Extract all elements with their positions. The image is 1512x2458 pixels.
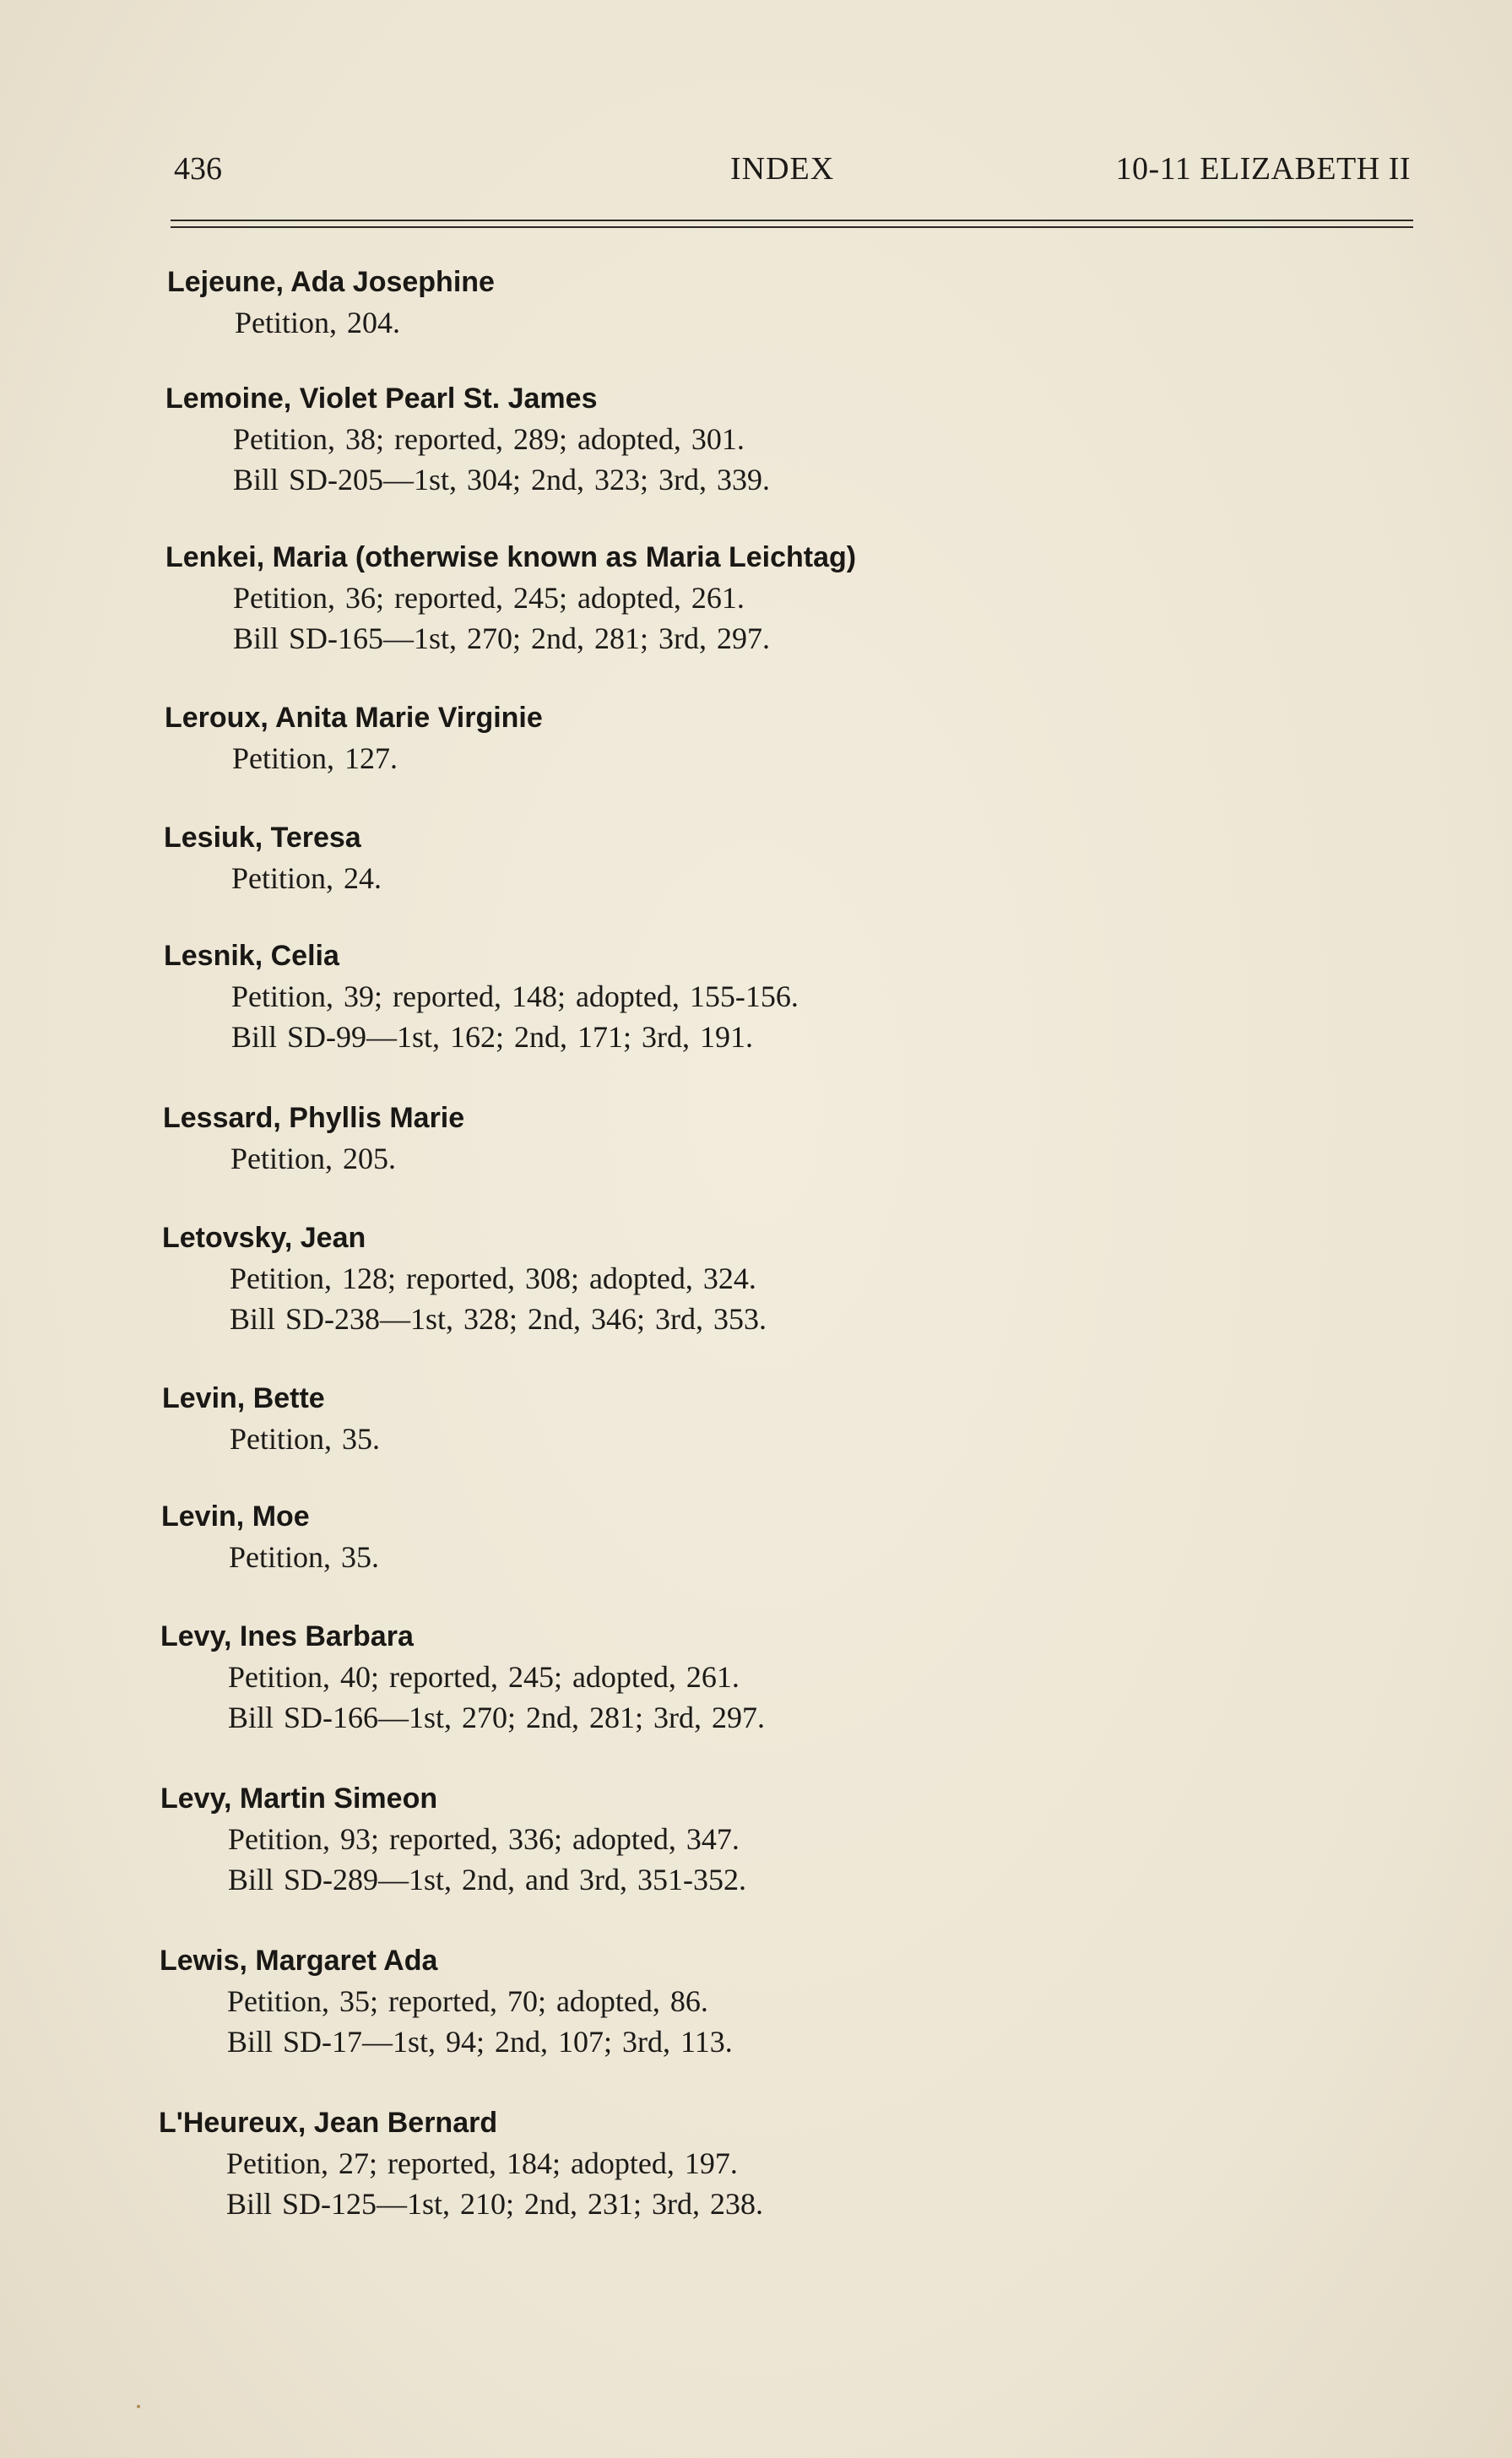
entry-name: Lessard, Phyllis Marie [163, 1102, 465, 1134]
entry-line: Petition, 27; reported, 184; adopted, 197. [226, 2146, 738, 2180]
entry-line: Petition, 35; reported, 70; adopted, 86. [227, 1984, 708, 2018]
index-entry [165, 537, 856, 659]
entry-line: Bill SD-165—1st, 270; 2nd, 281; 3rd, 297. [233, 621, 771, 655]
entry-line: Petition, 205. [230, 1142, 397, 1175]
index-entry [160, 1616, 765, 1738]
section-title: INDEX [730, 151, 835, 187]
paper-speck [137, 2405, 140, 2408]
header-rule-bottom [171, 226, 1413, 228]
entry-name: Lejeune, Ada Josephine [167, 266, 495, 298]
entry-line: Bill SD-205—1st, 304; 2nd, 323; 3rd, 339. [233, 463, 771, 496]
index-entry [161, 1496, 379, 1577]
index-entry [167, 262, 495, 343]
entry-line: Petition, 93; reported, 336; adopted, 347. [228, 1822, 740, 1856]
index-entry [160, 1940, 733, 2062]
entry-name: L'Heureux, Jean Bernard [159, 2107, 498, 2139]
entry-name: Lesnik, Celia [164, 940, 339, 972]
index-entry [164, 817, 382, 898]
index-entry [160, 1778, 746, 1900]
entry-name: Lesiuk, Teresa [164, 822, 361, 854]
page-number: 436 [174, 151, 222, 187]
entry-line: Bill SD-17—1st, 94; 2nd, 107; 3rd, 113. [227, 2025, 733, 2059]
entry-name: Levin, Moe [161, 1500, 310, 1533]
index-entry [165, 378, 770, 500]
entry-line: Petition, 24. [231, 861, 382, 895]
entry-name: Levin, Bette [162, 1382, 325, 1414]
entry-line: Petition, 39; reported, 148; adopted, 155-156. [231, 979, 799, 1013]
index-entry [162, 1218, 767, 1339]
volume-title: 10-11 ELIZABETH II [1115, 151, 1411, 187]
index-entry [162, 1378, 380, 1459]
index-entry [165, 697, 543, 779]
entry-line: Petition, 204. [235, 306, 401, 339]
entry-line: Bill SD-125—1st, 210; 2nd, 231; 3rd, 238. [226, 2187, 764, 2221]
entry-line: Petition, 38; reported, 289; adopted, 301. [233, 422, 745, 456]
entry-line: Petition, 127. [232, 741, 398, 775]
entry-name: Lenkei, Maria (otherwise known as Maria Leichtag) [165, 541, 857, 573]
entry-name: Levy, Martin Simeon [160, 1782, 438, 1815]
entry-line: Petition, 40; reported, 245; adopted, 261. [228, 1660, 740, 1694]
entry-name: Leroux, Anita Marie Virginie [165, 702, 543, 734]
index-entry [164, 936, 799, 1057]
entry-name: Letovsky, Jean [162, 1222, 366, 1254]
header-rule-top [171, 220, 1413, 221]
index-entry [163, 1098, 464, 1179]
entry-line: Petition, 35. [229, 1540, 380, 1574]
entry-name: Lemoine, Violet Pearl St. James [165, 383, 598, 415]
entry-line: Bill SD-99—1st, 162; 2nd, 171; 3rd, 191. [231, 1020, 754, 1054]
entry-name: Levy, Ines Barbara [160, 1620, 414, 1652]
entry-line: Bill SD-238—1st, 328; 2nd, 346; 3rd, 353. [230, 1302, 767, 1336]
index-entry [159, 2103, 763, 2224]
entry-line: Petition, 36; reported, 245; adopted, 261. [233, 581, 745, 615]
entry-line: Bill SD-289—1st, 2nd, and 3rd, 351-352. [228, 1863, 746, 1896]
entry-line: Petition, 35. [230, 1422, 381, 1456]
entry-line: Bill SD-166—1st, 270; 2nd, 281; 3rd, 297. [228, 1701, 766, 1734]
page-header [0, 150, 1512, 201]
entry-name: Lewis, Margaret Ada [160, 1945, 438, 1977]
entry-line: Petition, 128; reported, 308; adopted, 324. [230, 1262, 756, 1295]
